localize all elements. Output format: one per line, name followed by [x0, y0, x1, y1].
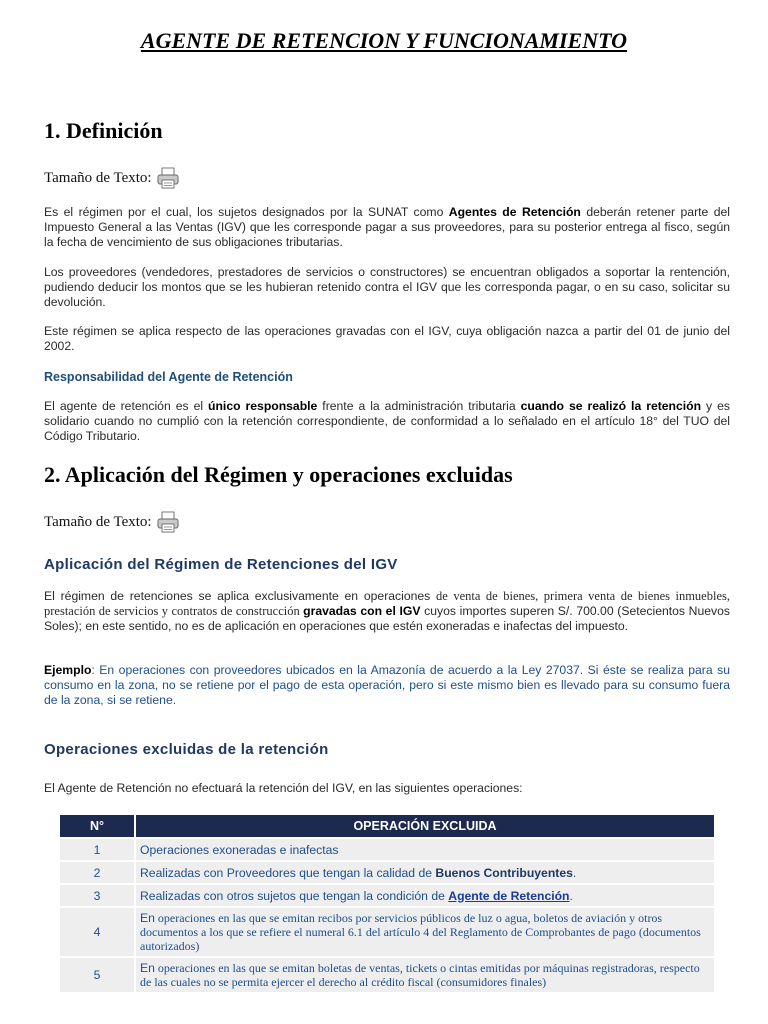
row-operation: Realizadas con Proveedores que tengan la calidad de Buenos Contribuyentes.: [136, 862, 714, 883]
application-heading: Aplicación del Régimen de Retenciones del IGV: [44, 556, 398, 573]
text-size-control-2: [44, 510, 180, 534]
example-label: Ejemplo: [44, 663, 92, 677]
row-operation: En operaciones en las que se emitan recibos por servicios públicos de luz o agua, boletos de aviación y otros documentos a los que se refiere el numeral 6.1 del artículo 4 del Reglamento de Comprobantes de pago (documentos autorizados): [136, 908, 714, 956]
printer-icon[interactable]: [156, 510, 180, 534]
column-header-operation: OPERACIÓN EXCLUIDA: [136, 815, 714, 837]
section-1-heading: 1. Definición: [44, 118, 163, 143]
row-number: 1: [60, 839, 134, 860]
excluded-operations-table: [58, 813, 716, 994]
row-number: 3: [60, 885, 134, 906]
row-operation: En operaciones en las que se emitan boletas de ventas, tickets o cintas emitidas por máquinas registradoras, respecto de las cuales no se permita ejercer el derecho al crédito fiscal (consumidores finales): [136, 958, 714, 992]
responsibility-paragraph: El agente de retención es el único responsable frente a la administración tributaria cuando se realizó la retención y es solidario cuando no cumplió con la retención correspondiente, de conformidad a lo señalado en el artículo 18° del TUO del Código Tributario.: [44, 399, 730, 443]
table-header-row: [60, 815, 714, 837]
text-size-label: Tamaño de Texto:: [44, 513, 152, 530]
application-paragraph: El régimen de retenciones se aplica exclusivamente en operaciones de venta de bienes, primera venta de bienes inmuebles, prestación de servicios y contratos de construcción gravadas con el IGV cuyos importes superen S/. 700.00 (Setecientos Nuevos Soles); en este sentido, no es de aplicación en operaciones que estén exoneradas e inafectas del impuesto.: [44, 589, 730, 633]
definition-paragraph-1: Es el régimen por el cual, los sujetos designados por la SUNAT como Agentes de Retención deberán retener parte del Impuesto General a las Ventas (IGV) que les corresponde pagar a sus proveedores, para su posterior entrega al fisco, según la fecha de vencimiento de sus obligaciones tributarias.: [44, 205, 730, 249]
table-row: [60, 885, 714, 906]
table-row: [60, 908, 714, 956]
row-operation: Operaciones exoneradas e inafectas: [136, 839, 714, 860]
table-row: [60, 958, 714, 992]
document-title: AGENTE DE RETENCION Y FUNCIONAMIENTO: [140, 28, 628, 53]
responsibility-heading: Responsabilidad del Agente de Retención: [44, 370, 293, 384]
table-row: [60, 839, 714, 860]
row-number: 5: [60, 958, 134, 992]
row-number: 2: [60, 862, 134, 883]
text-size-control: [44, 166, 180, 190]
row-number: 4: [60, 908, 134, 956]
definition-paragraph-3: Este régimen se aplica respecto de las operaciones gravadas con el IGV, cuya obligación nazca a partir del 01 de junio del 2002.: [44, 324, 730, 353]
table-row: [60, 862, 714, 883]
section-2-heading: 2. Aplicación del Régimen y operaciones excluidas: [44, 462, 513, 487]
example-paragraph: Ejemplo: En operaciones con proveedores ubicados en la Amazonía de acuerdo a la Ley 27037. Si éste se realiza para su consumo en la zona, no se retiene por el pago de esta operación, pero si este mismo bien es llevado para su consumo fuera de la zona, si se retiene.: [44, 663, 730, 707]
column-header-number: N°: [60, 815, 134, 837]
definition-paragraph-2: Los proveedores (vendedores, prestadores de servicios o constructores) se encuentran obligados a soportar la rentención, pudiendo deducir los montos que se les hubieran retenido contra el IGV que les corresponda pagar, o en su caso, solicitar su devolución.: [44, 265, 730, 309]
row-operation: Realizadas con otros sujetos que tengan la condición de Agente de Retención.: [136, 885, 714, 906]
printer-icon[interactable]: [156, 166, 180, 190]
text-size-label: Tamaño de Texto:: [44, 169, 152, 186]
agente-retencion-link[interactable]: Agente de Retención: [448, 888, 570, 903]
excluded-operations-intro: El Agente de Retención no efectuará la retención del IGV, en las siguientes operaciones:: [44, 781, 523, 795]
excluded-operations-heading: Operaciones excluidas de la retención: [44, 741, 329, 758]
